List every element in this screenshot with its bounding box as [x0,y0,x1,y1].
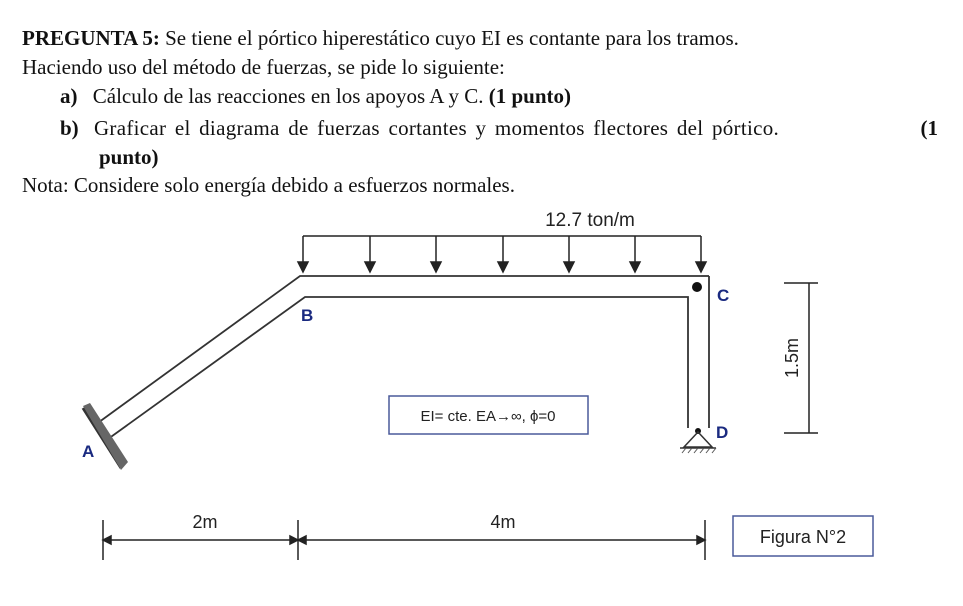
property-box-text: EI= cte. EA→∞, ϕ=0 [420,408,556,425]
load-arrow [696,236,706,272]
node-label-d: D [716,423,729,442]
load-arrow [498,236,508,272]
question-line-2: Haciendo uso del método de fuerzas, se pide lo siguiente: [22,55,505,79]
item-b-points-start: (1 [920,116,938,140]
figure-caption: Figura N°2 [759,527,847,547]
load-arrow [431,236,441,272]
dimension-label-4m: 4m [490,512,516,532]
item-a-text: Cálculo de las reacciones en los apoyos A y C. [92,84,484,108]
load-arrow [564,236,574,272]
question-statement: Se tiene el pórtico hiperestático cuyo EI es contante para los tramos. [165,26,739,50]
note: Nota: Considere solo energía debido a esfuerzos normales. [22,173,515,197]
node-label-b: B [301,306,314,325]
item-b-points-end: punto) [99,145,159,169]
item-b-marker: b) [60,116,79,140]
load-arrow [365,236,375,272]
load-label: 12.7 ton/m [545,210,635,231]
pin-support-d [680,428,716,453]
height-dimension-label: 1.5m [782,337,802,379]
node-label-c: C [717,286,730,305]
load-arrow [630,236,640,272]
load-arrow [298,236,308,272]
node-c-marker [692,282,702,292]
item-b-text: Graficar el diagrama de fuerzas cortantes y momentos flectores del pórtico. [93,116,780,140]
question-label: PREGUNTA 5: [22,26,160,50]
dimension-label-2m: 2m [192,512,218,532]
item-a-points: (1 punto) [488,84,572,108]
load-arrows [298,236,706,272]
node-label-a: A [82,442,95,461]
item-a-marker: a) [60,84,78,108]
